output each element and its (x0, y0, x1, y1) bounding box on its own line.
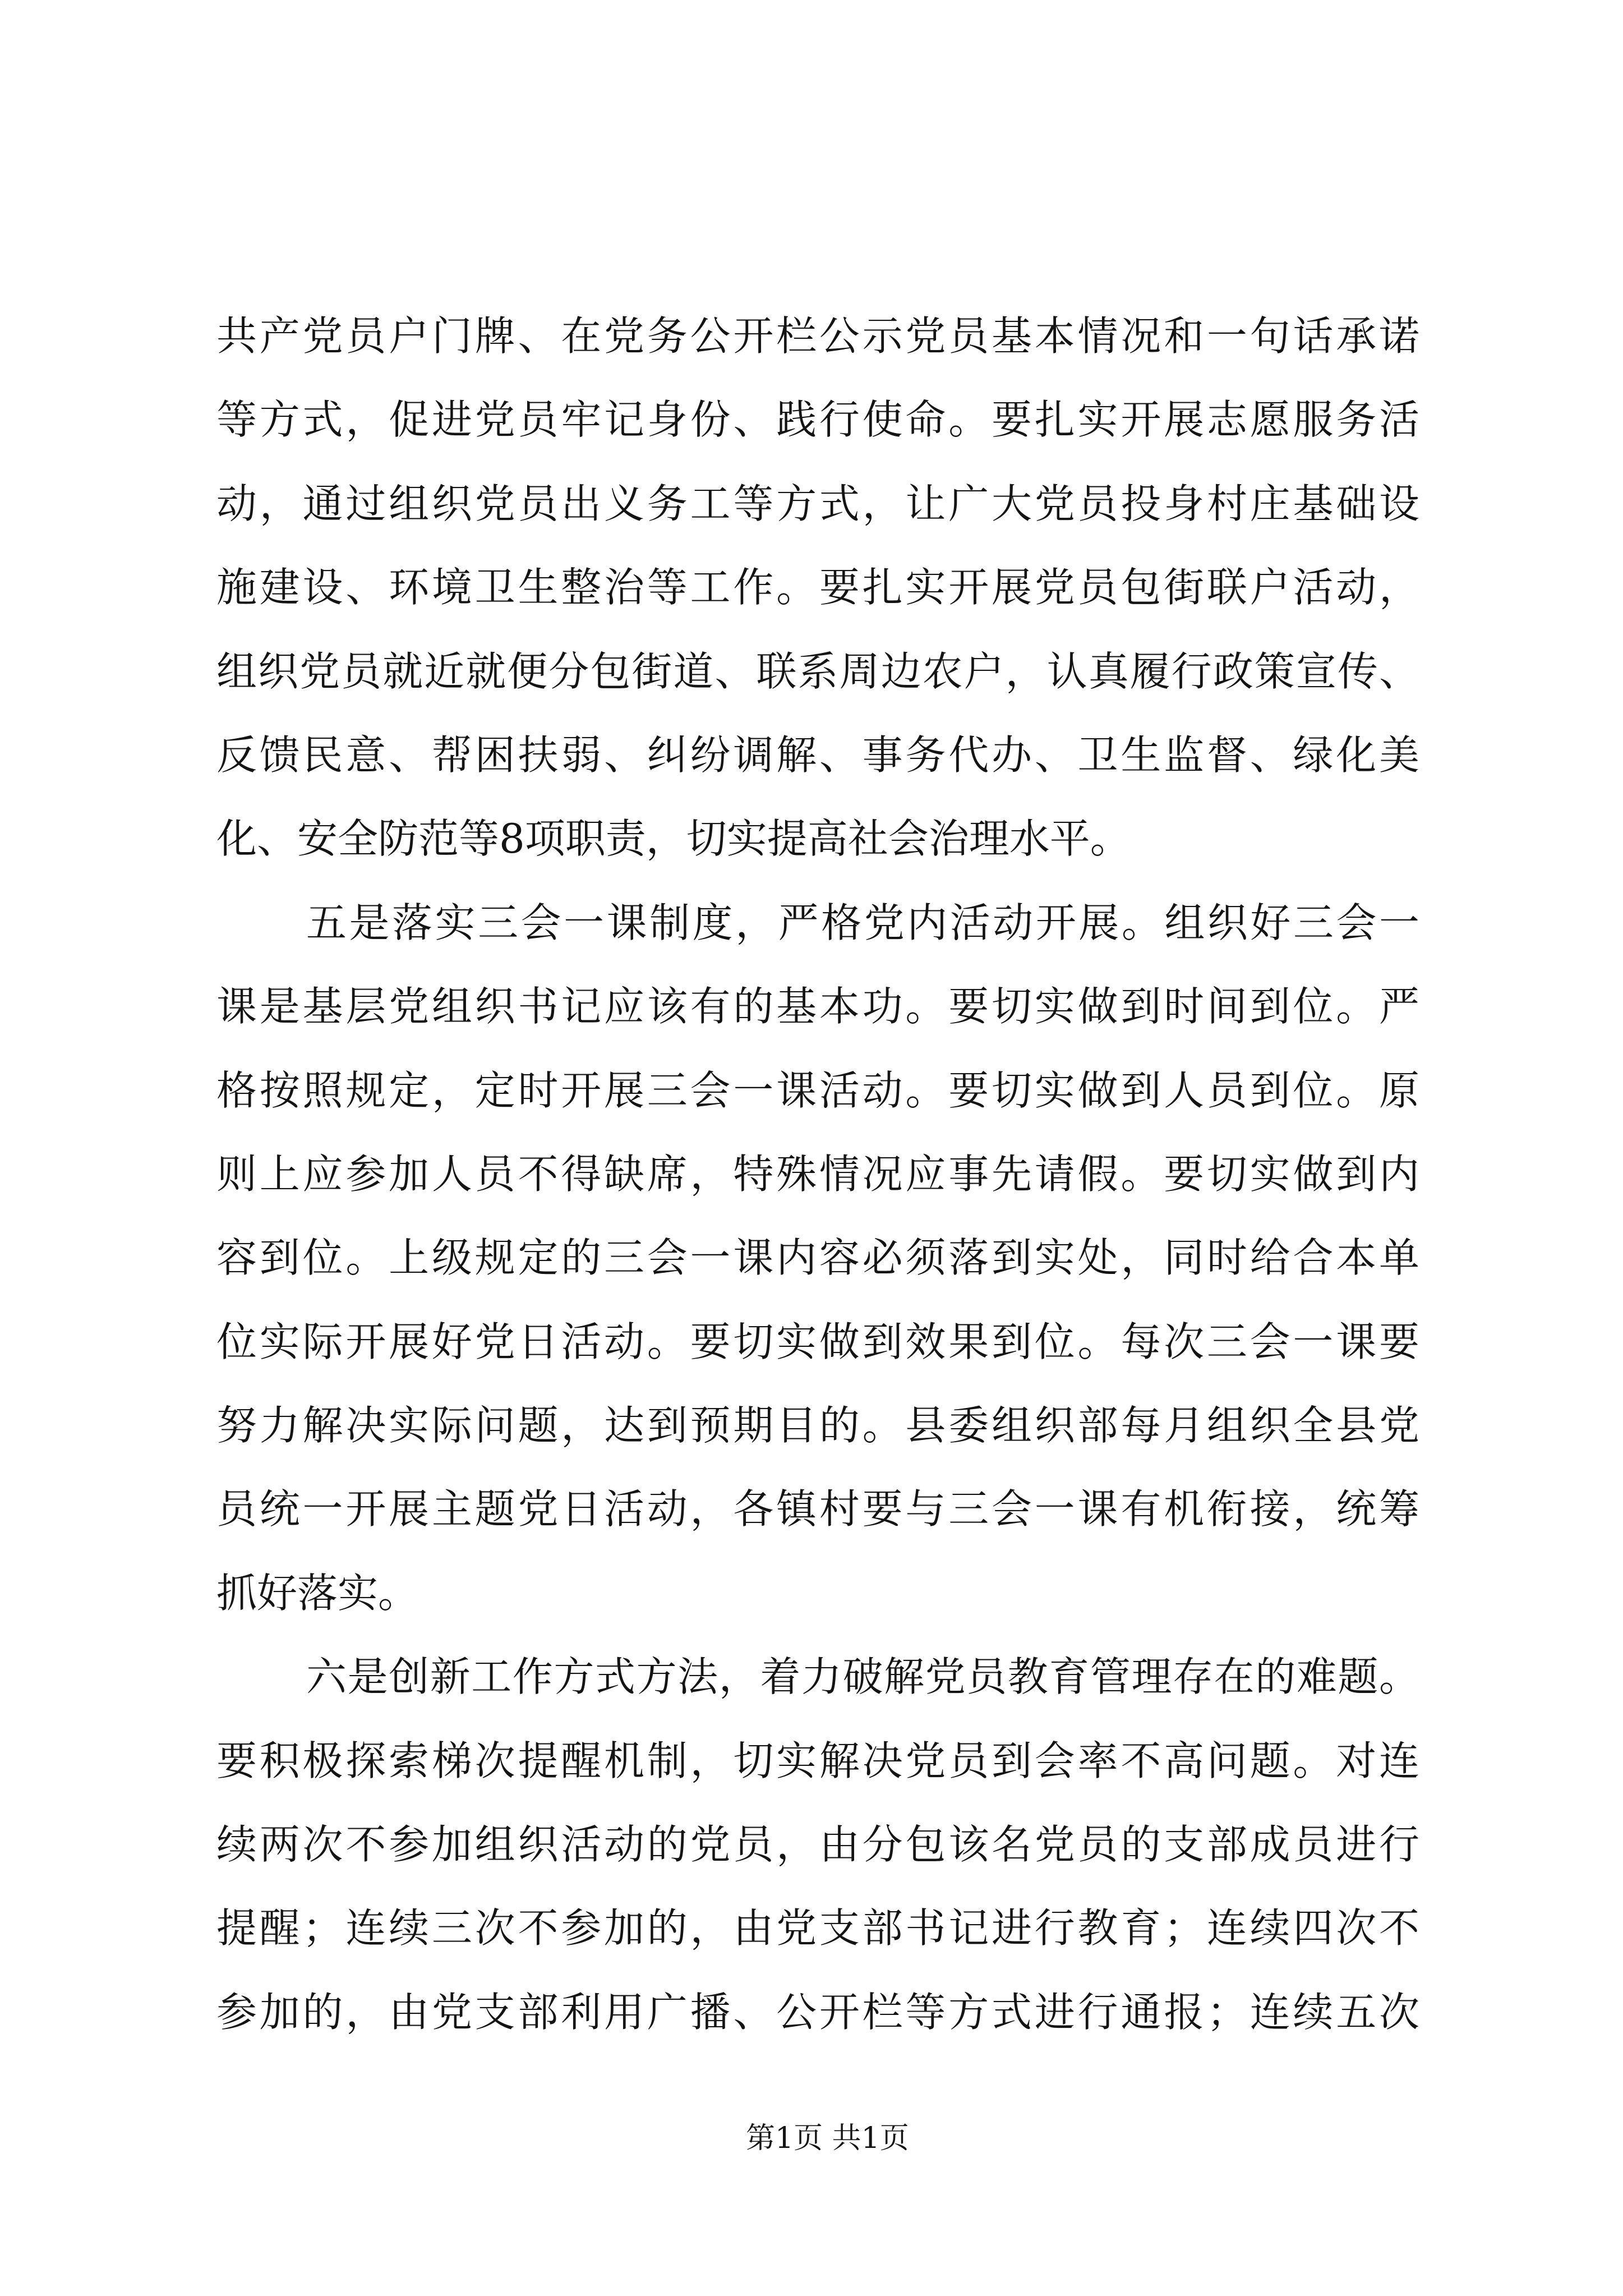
document-body (216, 295, 1419, 2054)
page-footer: 第1页 共1页 (746, 2122, 909, 2155)
body-line: 续两次不参加组织活动的党员，由分包该名党员的支部成员进行 (216, 1821, 1419, 1869)
body-line: 提醒；连续三次不参加的，由党支部书记进行教育；连续四次不 (216, 1904, 1419, 1952)
body-line: 课是基层党组织书记应该有的基本功。要切实做到时间到位。严 (216, 983, 1419, 1030)
body-line: 反馈民意、帮困扶弱、纠纷调解、事务代办、卫生监督、绿化美 (216, 731, 1419, 779)
body-line: 容到位。上级规定的三会一课内容必须落到实处，同时给合本单 (216, 1234, 1419, 1282)
body-line-paragraph-end: 化、安全防范等8项职责，切实提高社会治理水平。 (216, 815, 1131, 863)
body-line-paragraph-start: 六是创新工作方式方法，着力破解党员教育管理存在的难题。 (306, 1653, 1419, 1701)
body-line: 共产党员户门牌、在党务公开栏公示党员基本情况和一句话承诺 (216, 312, 1419, 360)
body-line: 参加的，由党支部利用广播、公开栏等方式进行通报；连续五次 (216, 1988, 1419, 2036)
body-line: 动，通过组织党员出义务工等方式，让广大党员投身村庄基础设 (216, 480, 1419, 527)
body-line: 施建设、环境卫生整治等工作。要扎实开展党员包街联户活动， (216, 564, 1419, 611)
body-line-paragraph-start: 五是落实三会一课制度，严格党内活动开展。组织好三会一 (306, 899, 1419, 946)
body-line: 组织党员就近就便分包街道、联系周边农户，认真履行政策宣传、 (216, 647, 1419, 695)
body-line: 则上应参加人员不得缺席，特殊情况应事先请假。要切实做到内 (216, 1150, 1419, 1198)
body-line: 格按照规定，定时开展三会一课活动。要切实做到人员到位。原 (216, 1066, 1419, 1114)
body-line: 努力解决实际问题，达到预期目的。县委组织部每月组织全县党 (216, 1402, 1419, 1450)
body-line: 等方式，促进党员牢记身份、践行使命。要扎实开展志愿服务活 (216, 396, 1419, 444)
body-line: 要积极探索梯次提醒机制，切实解决党员到会率不高问题。对连 (216, 1737, 1419, 1784)
body-line-paragraph-end: 抓好落实。 (216, 1569, 419, 1617)
body-line: 位实际开展好党日活动。要切实做到效果到位。每次三会一课要 (216, 1318, 1419, 1365)
body-line: 员统一开展主题党日活动，各镇村要与三会一课有机衔接，统筹 (216, 1485, 1419, 1533)
